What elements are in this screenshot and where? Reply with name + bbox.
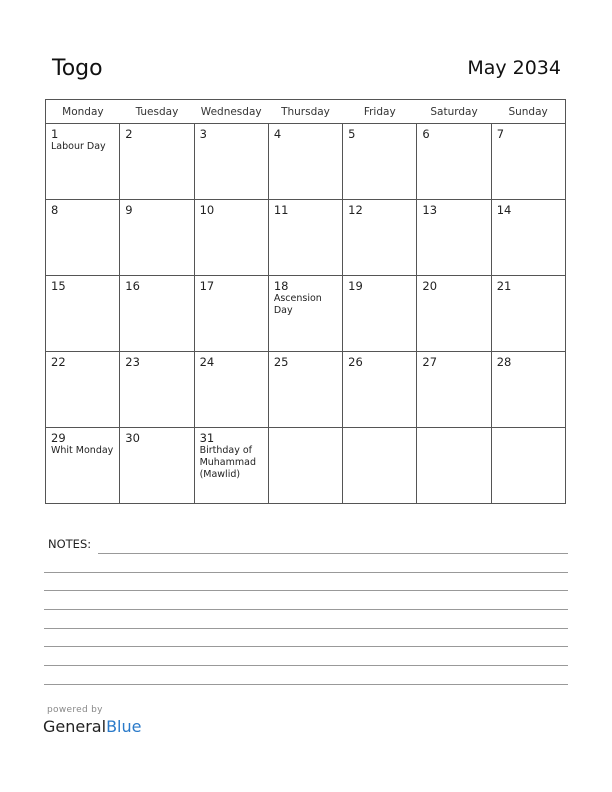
generalblue-logo[interactable] [43,717,141,736]
notes-line [44,590,568,591]
calendar-day-cell [417,352,491,428]
day-number: 3 [199,127,207,141]
day-number: 20 [422,279,438,293]
calendar-day-cell [268,276,342,352]
calendar-day-cell [417,428,491,504]
weekday-header: Friday [343,100,417,124]
weekday-header-row [46,100,566,124]
calendar-day-cell [491,428,565,504]
day-number: 14 [496,203,512,217]
notes-line [44,572,568,573]
day-number: 21 [496,279,512,293]
day-number: 13 [422,203,438,217]
day-number: 10 [199,203,215,217]
weekday-header: Thursday [268,100,342,124]
day-number: 11 [273,203,289,217]
day-number: 15 [51,279,66,293]
calendar-week-row [46,276,566,352]
calendar-day-cell [120,352,194,428]
calendar-day-cell [491,124,565,200]
holiday-label: Labour Day [51,141,106,152]
calendar-day-cell [120,124,194,200]
calendar-day-cell [194,352,268,428]
calendar-day-cell [343,352,417,428]
day-number: 4 [273,127,282,141]
day-number: 12 [348,203,363,217]
day-number: 5 [348,127,356,141]
calendar-day-cell [491,276,565,352]
day-number: 1 [51,127,59,141]
calendar-day-cell [46,276,120,352]
notes-line [44,665,568,666]
day-number: 23 [125,355,140,369]
notes-line [44,684,568,685]
day-number: 26 [348,355,363,369]
calendar-day-cell [46,352,120,428]
calendar-day-cell [120,200,194,276]
day-number: 30 [125,431,140,445]
day-number: 22 [51,355,66,369]
calendar-day-cell [343,124,417,200]
calendar-day-cell [343,428,417,504]
calendar-day-cell [194,428,268,504]
day-number: 16 [125,279,140,293]
weekday-header: Monday [46,100,120,124]
holiday-label: Ascension Day [273,293,322,316]
calendar-day-cell [343,200,417,276]
day-number: 18 [273,279,289,293]
day-number: 6 [422,127,430,141]
day-number: 31 [199,431,215,445]
calendar-day-cell [417,276,491,352]
calendar-day-cell [46,428,120,504]
notes-line [98,553,568,554]
calendar-day-cell [268,352,342,428]
day-number: 29 [51,431,66,445]
calendar-day-cell [120,276,194,352]
notes-label: NOTES: [48,537,92,551]
weekday-header: Tuesday [120,100,194,124]
calendar-day-cell [46,200,120,276]
day-number: 9 [125,203,133,217]
month-year-title: May 2034 [467,57,561,79]
holiday-label: Whit Monday [51,445,114,456]
calendar-day-cell [268,428,342,504]
calendar-day-cell [120,428,194,504]
calendar-day-cell [194,124,268,200]
day-number: 27 [422,355,438,369]
calendar-day-cell [194,200,268,276]
day-number: 8 [51,203,59,217]
calendar-day-cell [46,124,120,200]
notes-line [44,609,568,610]
country-title: Togo [52,56,103,81]
calendar-week-row [46,352,566,428]
holiday-label: Birthday of Muhammad (Mawlid) [199,445,256,480]
calendar-day-cell [343,276,417,352]
day-number: 7 [496,127,505,141]
calendar-day-cell [491,352,565,428]
calendar-day-cell [268,200,342,276]
notes-line [44,646,568,647]
calendar-week-row [46,124,566,200]
calendar-week-row [46,200,566,276]
weekday-header: Wednesday [194,100,268,124]
day-number: 19 [348,279,363,293]
calendar-day-cell [491,200,565,276]
calendar-day-cell [194,276,268,352]
calendar-day-cell [417,124,491,200]
weekday-header: Saturday [417,100,491,124]
calendar-day-cell [417,200,491,276]
powered-by-text: powered by [47,705,103,715]
brand-blue: Blue [106,717,142,736]
day-number: 2 [125,127,133,141]
calendar-week-row [46,428,566,504]
day-number: 17 [199,279,215,293]
notes-line [44,628,568,629]
day-number: 28 [496,355,512,369]
calendar-day-cell [268,124,342,200]
brand-general: General [43,717,107,736]
calendar-grid [45,99,566,504]
day-number: 25 [273,355,289,369]
weekday-header: Sunday [491,100,565,124]
day-number: 24 [199,355,215,369]
